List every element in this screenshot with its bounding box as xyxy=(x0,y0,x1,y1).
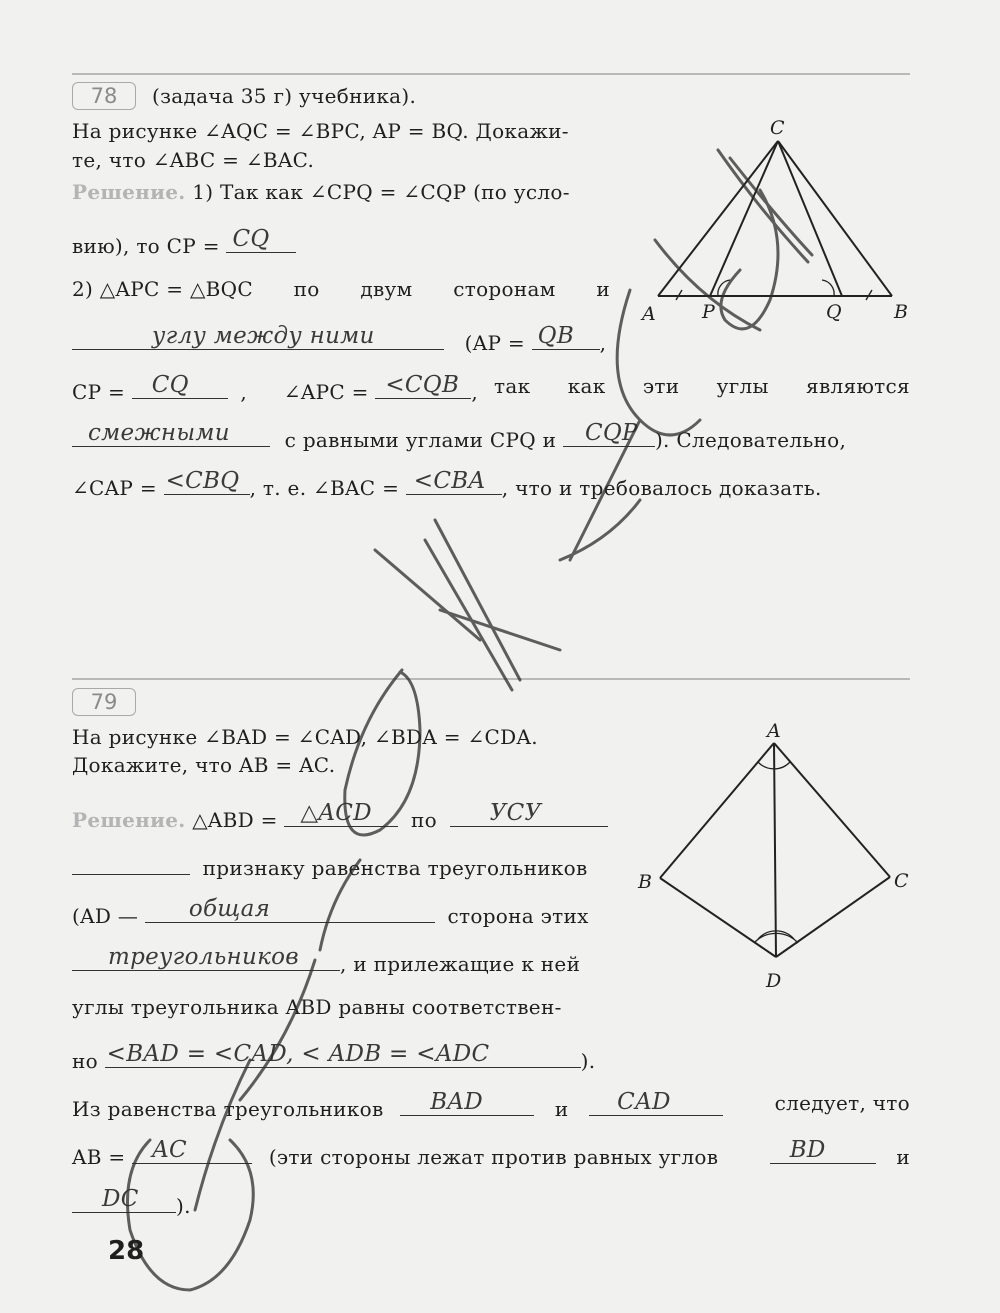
problem-79-statement-line1: На рисунке ∠BAD = ∠CAD, ∠BDA = ∠CDA. xyxy=(72,725,538,749)
handwritten-answer: <BAD = <CAD, < ADB = <ADC xyxy=(106,1041,490,1067)
text: углы xyxy=(716,374,769,398)
text: , что и требовалось доказать. xyxy=(501,476,822,500)
handwritten-answer: DC xyxy=(102,1186,139,1212)
fig79-label-d: D xyxy=(766,970,782,992)
text: с равными углами CPQ и xyxy=(284,428,557,452)
handwritten-answer: △ACD xyxy=(300,800,372,826)
problem-number-78: 78 xyxy=(72,82,136,110)
text: и xyxy=(554,1097,569,1121)
problem-78-statement-line1: На рисунке ∠AQC = ∠BPC, AP = BQ. Докажи- xyxy=(72,119,569,143)
solution-step1: 1) Так как ∠CPQ = ∠CQP (по усло- xyxy=(192,180,570,204)
text: ∠CAP = xyxy=(72,476,157,500)
text: как xyxy=(567,374,606,398)
handwritten-answer: QB xyxy=(537,323,575,349)
fig79-label-a: A xyxy=(767,720,781,742)
text: , xyxy=(599,331,607,355)
step2-word: сторонам xyxy=(453,277,556,301)
text: ). xyxy=(580,1049,596,1073)
step2-word: по xyxy=(293,277,320,301)
handwritten-answer: <CQB xyxy=(385,372,460,398)
text: (AP = xyxy=(464,331,525,355)
text: AB = xyxy=(72,1145,126,1169)
text: (эти стороны лежат против равных углов xyxy=(268,1145,719,1169)
handwritten-answer: смежными xyxy=(88,420,230,446)
text: ). Следовательно, xyxy=(654,428,847,452)
text: сторона этих xyxy=(447,904,589,928)
text: так xyxy=(494,374,531,398)
text: являются xyxy=(806,374,910,398)
handwritten-answer: CQ xyxy=(151,372,189,398)
handwritten-answer: углу между ними xyxy=(152,323,375,349)
text: но xyxy=(72,1049,98,1073)
fig78-label-p: P xyxy=(702,301,715,323)
fig79-label-b: B xyxy=(638,871,652,893)
step2-word: двум xyxy=(360,277,413,301)
text: , xyxy=(471,380,478,404)
solution-step1-end: вию), то CP = xyxy=(72,234,220,258)
text: CP = xyxy=(72,380,126,404)
step2-congruence: 2) △APC = △BQC xyxy=(72,277,253,301)
handwritten-answer: CQP xyxy=(584,420,638,446)
handwritten-answer: BD xyxy=(789,1137,826,1163)
page-number: 28 xyxy=(108,1236,145,1266)
fig78-label-c: C xyxy=(770,117,785,139)
problem-78-header: (задача 35 г) учебника). xyxy=(152,84,417,108)
problem-78-statement-line2: те, что ∠ABC = ∠BAC. xyxy=(72,148,315,172)
handwritten-answer: AC xyxy=(152,1137,187,1163)
problem-79-statement-line2: Докажите, что AB = AC. xyxy=(72,753,336,777)
handwritten-answer: CAD xyxy=(617,1089,671,1115)
text: и xyxy=(896,1145,910,1169)
text: ∠APC = xyxy=(283,380,369,404)
text: , xyxy=(240,380,248,404)
text: (AD — xyxy=(72,904,139,928)
text: эти xyxy=(642,374,680,398)
text: Из равенства треугольников xyxy=(72,1097,384,1121)
text: признаку равенства треугольников xyxy=(202,856,588,880)
handwritten-answer: УСУ xyxy=(489,800,542,826)
text: следует, что xyxy=(774,1091,910,1115)
text: по xyxy=(411,808,438,832)
handwritten-answer: <CBA xyxy=(413,468,486,494)
handwritten-answer: <CBQ xyxy=(165,468,240,494)
fig78-label-a: A xyxy=(642,303,656,325)
solution-label: Решение. xyxy=(72,180,186,204)
text: ). xyxy=(176,1194,191,1218)
text: △ABD = xyxy=(192,808,278,832)
text: , т. е. ∠BAC = xyxy=(249,476,400,500)
solution-label: Решение. xyxy=(72,808,186,832)
problem-79-solution-line5: углы треугольника ABD равны соответствен- xyxy=(72,995,562,1019)
handwritten-answer: BAD xyxy=(430,1089,484,1115)
handwritten-answer: общая xyxy=(188,896,271,922)
handwritten-answer: CQ xyxy=(232,226,270,252)
text: , и прилежащие к ней xyxy=(340,952,581,976)
handwritten-answer: треугольников xyxy=(108,944,299,970)
problem-number-79: 79 xyxy=(72,688,136,716)
fig78-label-b: B xyxy=(894,301,908,323)
fig78-label-q: Q xyxy=(826,301,842,323)
step2-word: и xyxy=(596,277,610,301)
fig79-label-c: C xyxy=(894,870,909,892)
